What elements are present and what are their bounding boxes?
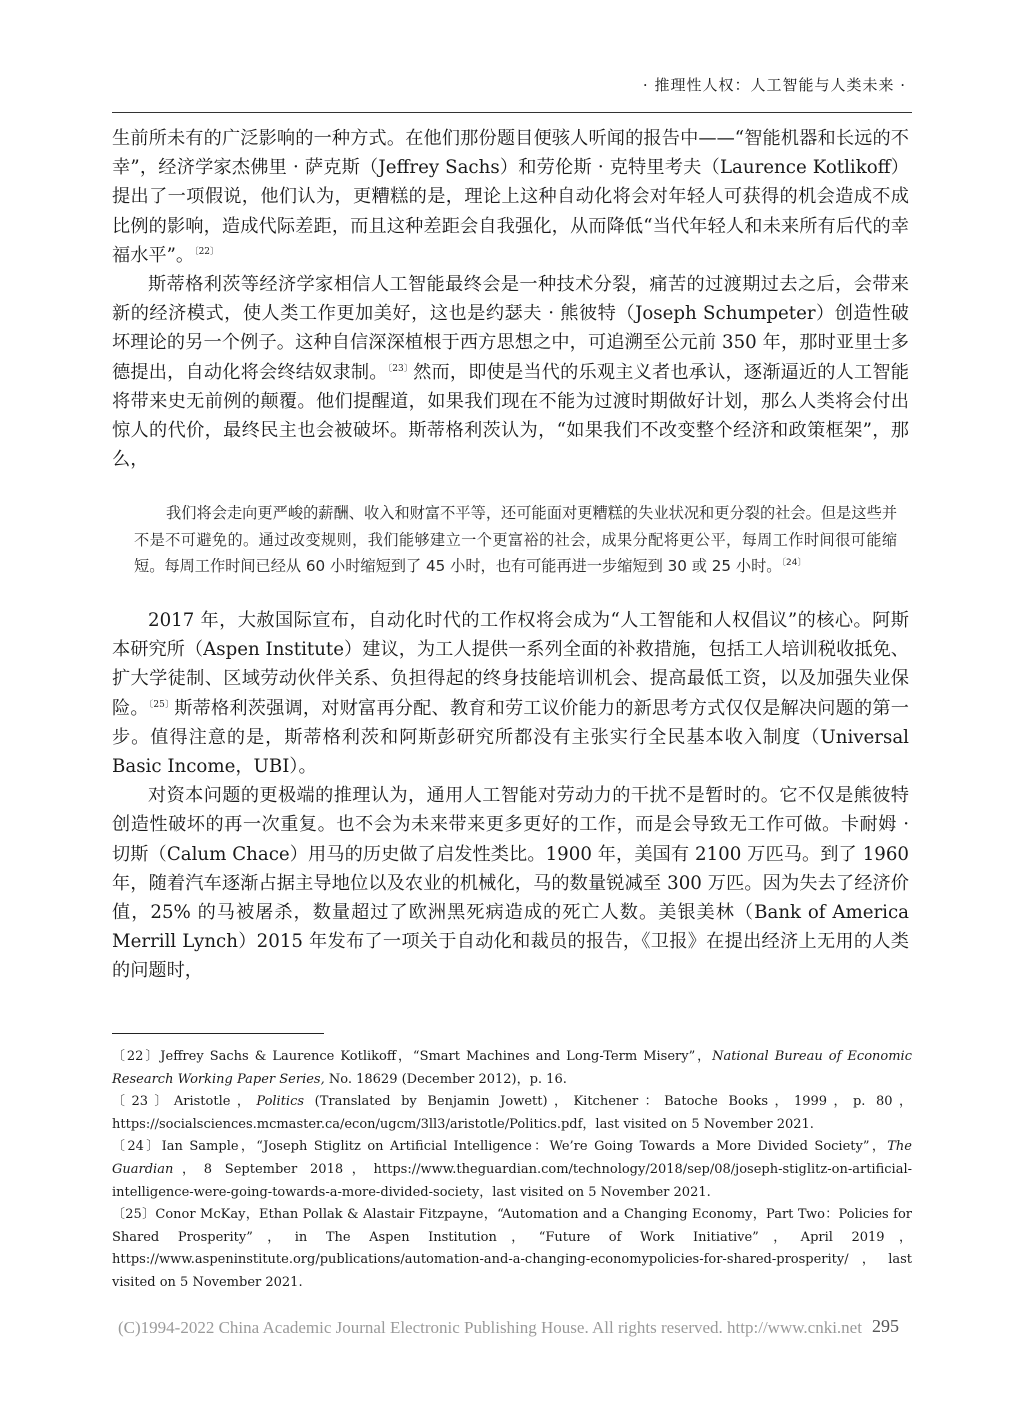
footnote-23	[112, 1091, 912, 1136]
copyright-line: (C)1994-2022 China Academic Journal Electronic Publishing House. All rights reserved. http://www.cnki.net	[118, 1318, 862, 1337]
footnote-text: No. 18629 (December 2012)，p. 16.	[324, 1071, 567, 1087]
footnote-ref-24[interactable]: 〔24〕	[781, 558, 807, 569]
footnote-ref-25[interactable]: 〔25〕	[148, 699, 175, 710]
paragraph-text: 斯蒂格利茨等经济学家相信人工智能最终会是一种技术分裂，痛苦的过渡期过去之后，会带来新的经济模式，使人类工作更加美好，这也是约瑟夫 · 熊彼特（Joseph Schumpeter）创造性破坏理论的另一个例子。这种自信深深植根于西方思想之中，可追溯至公元前 350 年，那时亚里士多德提出，自动化将会终结奴隶制。	[112, 274, 909, 383]
footnote-rule	[112, 1033, 324, 1034]
footnotes	[112, 1046, 912, 1295]
footnote-text: 〔23〕Aristotle，	[112, 1094, 257, 1110]
footnote-text: 〔22〕Jeffrey Sachs & Laurence Kotlikoff，“Smart Machines and Long-Term Misery”，	[112, 1049, 713, 1064]
page-number: 295	[872, 1316, 899, 1336]
header-rule	[112, 112, 912, 113]
footnote-ref-22[interactable]: 〔22〕	[194, 246, 220, 257]
footnote-journal: The Guardian	[112, 1139, 912, 1177]
footnote-text: 〔24〕Ian Sample，“Joseph Stiglitz on Artificial Intelligence：We’re Going Towards a More Divided Society”，	[112, 1139, 888, 1155]
footnote-title: Politics	[256, 1094, 305, 1110]
footnote-text: ，8 September 2018，https://www.theguardian.com/technology/2018/sep/08/joseph-stiglitz-on-artificial-intelligence-were-going-towards-a-more-divided-society，last visited on 5 November 2021.	[112, 1161, 912, 1200]
footnote-text: (Translated by Benjamin Jowett)，Kitchener：Batoche Books，1999，p. 80，https://socialsciences.mcmaster.ca/econ/ugcm/3ll3/aristotle/Politics.pdf，last visited on 5 November 2021.	[112, 1094, 912, 1132]
paragraph-1	[112, 124, 909, 270]
footnote-journal: National Bureau of Economic Research Working Paper Series,	[112, 1049, 912, 1087]
page-footer	[118, 1318, 924, 1338]
main-text	[112, 124, 909, 986]
paragraph-3	[112, 606, 909, 781]
footnote-24	[112, 1136, 912, 1204]
paragraph-2	[112, 270, 909, 474]
running-header: · 推理性人权：人工智能与人类未来 ·	[642, 76, 906, 94]
paragraph-4: 对资本问题的更极端的推理认为，通用人工智能对劳动力的干扰不是暂时的。它不仅是熊彼特创造性破坏的再一次重复。也不会为未来带来更多更好的工作，而是会导致无工作可做。卡耐姆 · 切斯（Calum Chace）用马的历史做了启发性类比。1900 年，美国有 2100 万匹马。到了 1960 年，随着汽车逐渐占据主导地位以及农业的机械化，马的数量锐减至 300 万匹。因为失去了经济价值，25% 的马被屠杀，数量超过了欧洲黑死病造成的死亡人数。美银美林（Bank of America Merrill Lynch）2015 年发布了一项关于自动化和裁员的报告，《卫报》在提出经济上无用的人类的问题时，	[112, 785, 909, 982]
paragraph-text: 2017 年，大赦国际宣布，自动化时代的工作权将会成为“人工智能和人权倡议”的核心。阿斯本研究所（Aspen Institute）建议，为工人提供一系列全面的补救措施，包括工人培训税收抵免、扩大学徒制、区域劳动伙伴关系、负担得起的终身技能培训机会、提高最低工资，以及加强失业保险。	[112, 609, 909, 719]
paragraph-text: 然而，即使是当代的乐观主义者也承认，逐渐逼近的人工智能将带来史无前例的颠覆。他们提醒道，如果我们现在不能为过渡时期做好计划，那么人类将会付出惊人的代价，最终民主也会被破坏。斯蒂格利茨认为，“如果我们不改变整个经济和政策框架”，那么，	[112, 361, 909, 471]
quote-text: 我们将会走向更严峻的薪酬、收入和财富不平等，还可能面对更糟糕的失业状况和更分裂的社会。但是这些并不是不可避免的。通过改变规则，我们能够建立一个更富裕的社会，成果分配将更公平，每周工作时间很可能缩短。每周工作时间已经从 60 小时缩短到了 45 小时，也有可能再进一步缩短到 30 或 25 小时。	[134, 504, 897, 576]
paragraph-text: 生前所未有的广泛影响的一种方式。在他们那份题目便骇人听闻的报告中——“智能机器和长远的不幸”，经济学家杰佛里 · 萨克斯（Jeffrey Sachs）和劳伦斯 · 克特里考夫（Laurence Kotlikoff）提出了一项假说，他们认为，更糟糕的是，理论上这种自动化将会对年轻人可获得的机会造成不成比例的影响，造成代际差距，而且这种差距会自我强化，从而降低“当代年轻人和未来所有后代的幸福水平”。	[112, 128, 909, 266]
block-quote	[112, 500, 909, 580]
paragraph-text: 斯蒂格利茨强调，对财富再分配、教育和劳工议价能力的新思考方式仅仅是解决问题的第一步。值得注意的是，斯蒂格利茨和阿斯彭研究所都没有主张实行全民基本收入制度（Universal Basic Income，UBI）。	[112, 697, 909, 777]
footnote-ref-23[interactable]: 〔23〕	[387, 363, 414, 374]
footnote-22	[112, 1046, 912, 1091]
footnote-25: 〔25〕Conor McKay，Ethan Pollak & Alastair Fitzpayne，“Automation and a Changing Economy，Part Two：Policies for Shared Prosperity”，in The Aspen Institution，“Future of Work Initiative”，April 2019，https://www.aspeninstitute.org/publications/automation-and-a-changing-economypolicies-for-shared-prosperity/，last visited on 5 November 2021.	[112, 1207, 912, 1290]
